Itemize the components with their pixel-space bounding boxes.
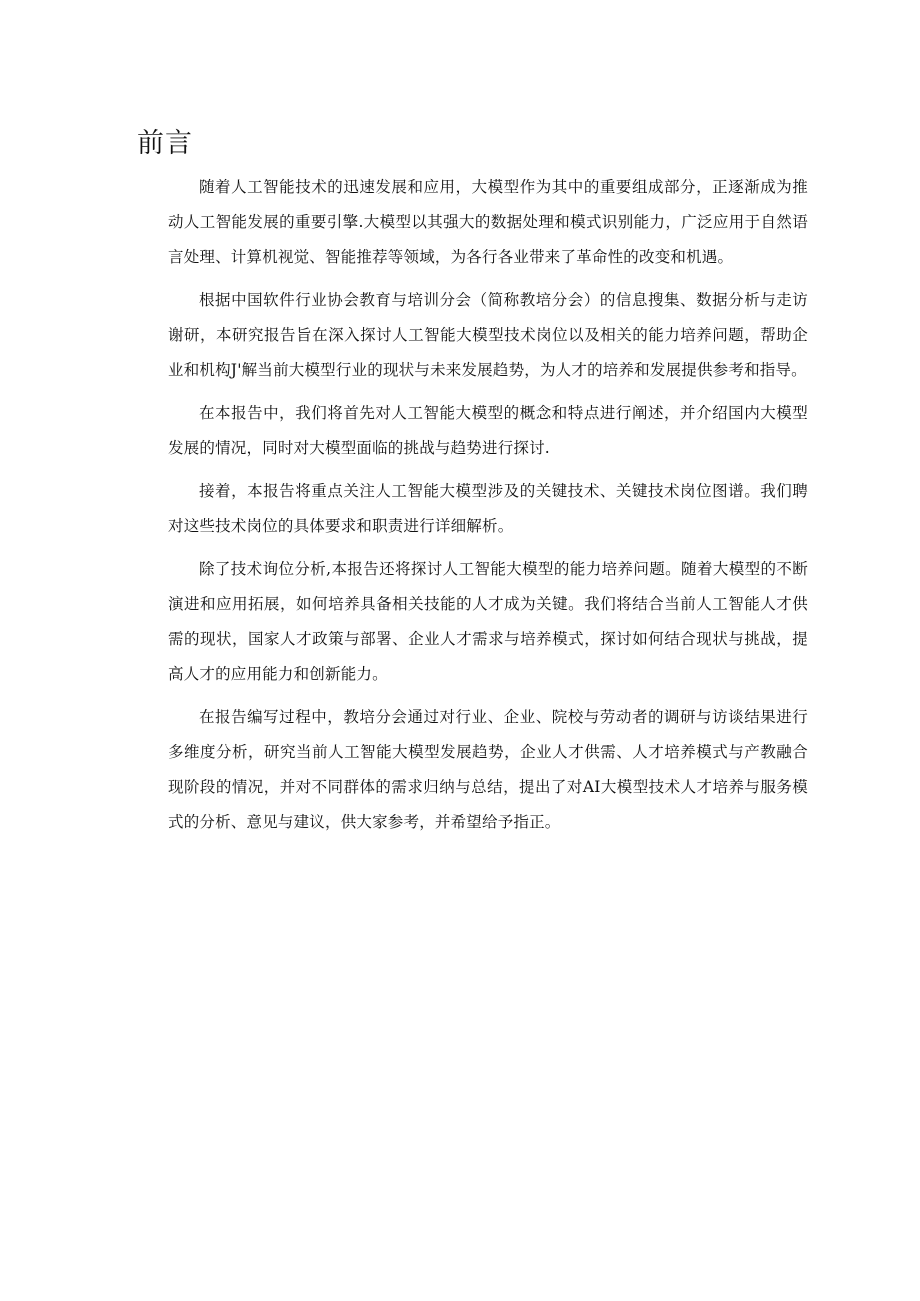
paragraph-1: 随着人工智能技术的迅速发展和应用，大模型作为其中的重要组成部分，正逐渐成为推动人工智能发展的重要引擎.大模型以其强大的数据处理和模式识别能力，广泛应用于自然语言处理、计算机视觉、智能推荐等领域，为各行各业带来了革命性的改变和机遇。 — [168, 178, 808, 266]
paragraph-4: 接着，本报告将重点关注人工智能大模型涉及的关键技术、关键技术岗位图谱。我们聘对这些技术岗位的具体要求和职责进行详细解析。 — [168, 482, 808, 535]
page-title: 前言 — [137, 128, 193, 159]
paragraph-6: 在报告编写过程中，教培分会通过对行业、企业、院校与劳动者的调研与访谈结果进行多维度分析，研究当前人工智能大模型发展趋势，企业人才供需、人才培养模式与产教融合现阶段的情况，并对不同群体的需求归纳与总结，提出了对AI大模型技术人才培养与服务模式的分析、意见与建议，供大家参考，并希望给予指正。 — [168, 708, 808, 831]
paragraph-5: 除了技术询位分析,本报告还将探讨人工智能大模型的能力培养问题。随着大模型的不断演进和应用拓展，如何培养具备相关技能的人才成为关键。我们将结合当前人工智能人才供需的现状，国家人才政策与部署、企业人才需求与培养模式，探讨如何结合现状与挑战，提高人才的应用能力和创新能力。 — [168, 560, 808, 683]
paragraph-2: 根据中国软件行业协会教育与培训分会（简称教培分会）的信息搜集、数据分析与走访谢研，本研究报告旨在深入探讨人工智能大模型技术岗位以及相关的能力培养问题，帮助企业和机构J'解当前大模型行业的现状与未来发展趋势，为人才的培养和发展提供参考和指导。 — [168, 291, 808, 379]
document-body — [168, 170, 808, 848]
paragraph-3: 在本报告中，我们将首先对人工智能大模型的概念和特点进行阐述，并介绍国内大模型发展的情况，同时对大模型面临的挑战与趋势进行探讨. — [168, 404, 808, 457]
